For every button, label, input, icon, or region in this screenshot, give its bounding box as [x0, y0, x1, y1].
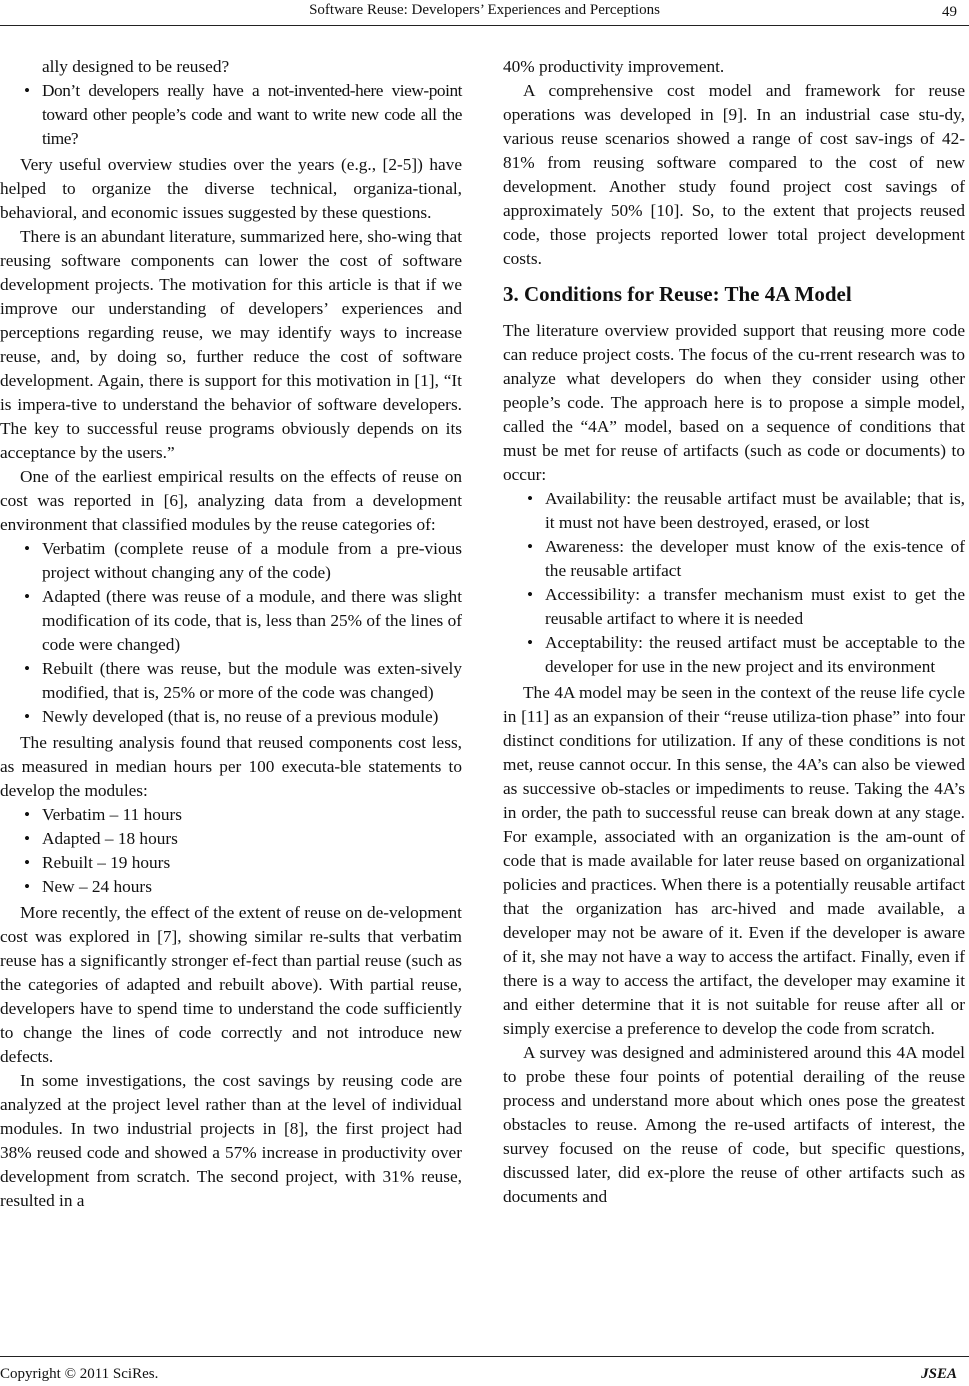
paragraph: More recently, the effect of the extent of reuse on de-velopment cost was explored in [7], showing similar re-sults that verbatim reuse has a significantly stronger ef-fect than partial reuse (such as the categories of adapted and rebuilt above). With partial reuse, developers have to spend time to understand the code sufficiently to change the lines of code correctly and not introduce new defects. — [0, 903, 462, 1066]
copyright-notice: Copyright © 2011 SciRes. — [0, 1366, 159, 1382]
right-column — [503, 55, 965, 1209]
page-number: 49 — [942, 4, 957, 20]
footer-rule — [0, 1356, 969, 1357]
question-list — [0, 79, 462, 151]
four-a-conditions-list — [503, 487, 965, 679]
paragraph: The literature overview provided support that reusing more code can reduce project costs. The focus of the cu-rrent research was to analyze what developers do when they consider using other people’s code. The approach here is to propose a simple model, called the “4A” model, based on a sequence of conditions that must be met for reuse of artifacts (such as code or documents) to occur: — [503, 321, 965, 484]
paragraph: A survey was designed and administered around this 4A model to probe these four points of potential derailing of the reuse process and understand more about which ones pose the greatest obstacles to reuse. Among the re-used artifacts of interest, the survey focused on the reuse of code, but specific questions, discussed later, did ex-plore the reuse of other artifacts such as documents and — [503, 1043, 965, 1206]
median-hours-list — [0, 803, 462, 899]
list-item: • Awareness: the developer must know of the exis-tence of the reusable artifact — [503, 535, 965, 583]
list-item: • New – 24 hours — [0, 875, 462, 899]
list-item: • Rebuilt – 19 hours — [0, 851, 462, 875]
list-item: • Acceptability: the reused artifact must be acceptable to the developer for use in the new project and its environment — [503, 631, 965, 679]
paragraph: The 4A model may be seen in the context of the reuse life cycle in [11] as an expansion of their “reuse utiliza-tion phase” into four distinct conditions for utilization. If any of these conditions is not met, reuse cannot occur. In this sense, the 4A’s can also be viewed as successive ob-stacles or impediments to reuse. Taking the 4A’s in order, the path to successful reuse can break down at any stage. For example, associated with an organization is the am-ount of code that is made available for later reuse based on organizational policies and practices. When there is a potentially reusable artifact that the organization has arc-hived and made available, a developer may not be aware of it. Even if the developer is aware of it, she may not have a way to access the artifact. Finally, even if there is a way to access the artifact, the developer may examine it and either determine that it is not suitable for reuse after all or simply exercise a preference to develop the code from scratch. — [503, 683, 965, 1038]
paragraph: One of the earliest empirical results on the effects of reuse on cost was reported in [6], analyzing data from a development environment that classified modules by the reuse categories of: — [0, 467, 462, 534]
paragraph: In some investigations, the cost savings by reusing code are analyzed at the project level rather than at the level of individual modules. In two industrial projects in [8], the first project had 38% reused code and showed a 57% increase in productivity over development from scratch. The second project, with 31% reuse, resulted in a — [0, 1071, 462, 1210]
list-item: • Rebuilt (there was reuse, but the module was exten-sively modified, that is, 25% or more of the code was changed) — [0, 657, 462, 705]
running-title: Software Reuse: Developers’ Experiences and Perceptions — [309, 2, 660, 18]
section-heading: 3. Conditions for Reuse: The 4A Model — [503, 282, 852, 306]
list-item: • Newly developed (that is, no reuse of a previous module) — [0, 705, 462, 729]
continued-bullet-text: ally designed to be reused? — [42, 57, 230, 76]
paragraph: The resulting analysis found that reused components cost less, as measured in median hours per 100 executa-ble statements to develop the modules: — [0, 733, 462, 800]
paragraph: A comprehensive cost model and framework for reuse operations was developed in [9]. In an industrial case stu-dy, various reuse scenarios showed a range of cost sav-ings of 42-81% from reusing software compared to the cost of new development. Another study found project cost savings of approximately 50% [10]. So, to the extent that projects reused code, those projects reported lower total project development costs. — [503, 81, 965, 268]
list-item: • Adapted – 18 hours — [0, 827, 462, 851]
header-rule — [0, 25, 969, 26]
list-item: • Accessibility: a transfer mechanism must exist to get the reusable artifact to where it is needed — [503, 583, 965, 631]
left-column — [0, 55, 462, 1213]
page-footer — [0, 1364, 969, 1384]
paragraph: Very useful overview studies over the years (e.g., [2-5]) have helped to organize the diverse technical, organiza-tional, behavioral, and economic issues suggested by these questions. — [0, 155, 462, 222]
list-item: • Verbatim – 11 hours — [0, 803, 462, 827]
journal-abbreviation: JSEA — [921, 1366, 957, 1382]
paragraph: There is an abundant literature, summarized here, sho-wing that reusing software components can lower the cost of software development projects. The motivation for this article is that if we improve our understanding of developers’ experiences and perceptions regarding reuse, we may identify ways to increase reuse, and, by doing so, further reduce the cost of software development. Again, there is support for this motivation in [1], “It is impera-tive to understand the behavior of software developers. The key to successful reuse programs obviously depends on its acceptance by the users.” — [0, 227, 462, 462]
paragraph-continued: 40% productivity improvement. — [503, 57, 725, 76]
reuse-category-list — [0, 537, 462, 729]
list-item: • Adapted (there was reuse of a module, and there was slight modification of its code, that is, less than 25% of the lines of code were changed) — [0, 585, 462, 657]
list-item: • Don’t developers really have a not-invented-here view-point toward other people’s code and want to write new code all the time? — [0, 79, 462, 151]
list-item: • Verbatim (complete reuse of a module from a pre-vious project without changing any of the code) — [0, 537, 462, 585]
running-header — [0, 0, 969, 24]
list-item: • Availability: the reusable artifact must be available; that is, it must not have been destroyed, erased, or lost — [503, 487, 965, 535]
